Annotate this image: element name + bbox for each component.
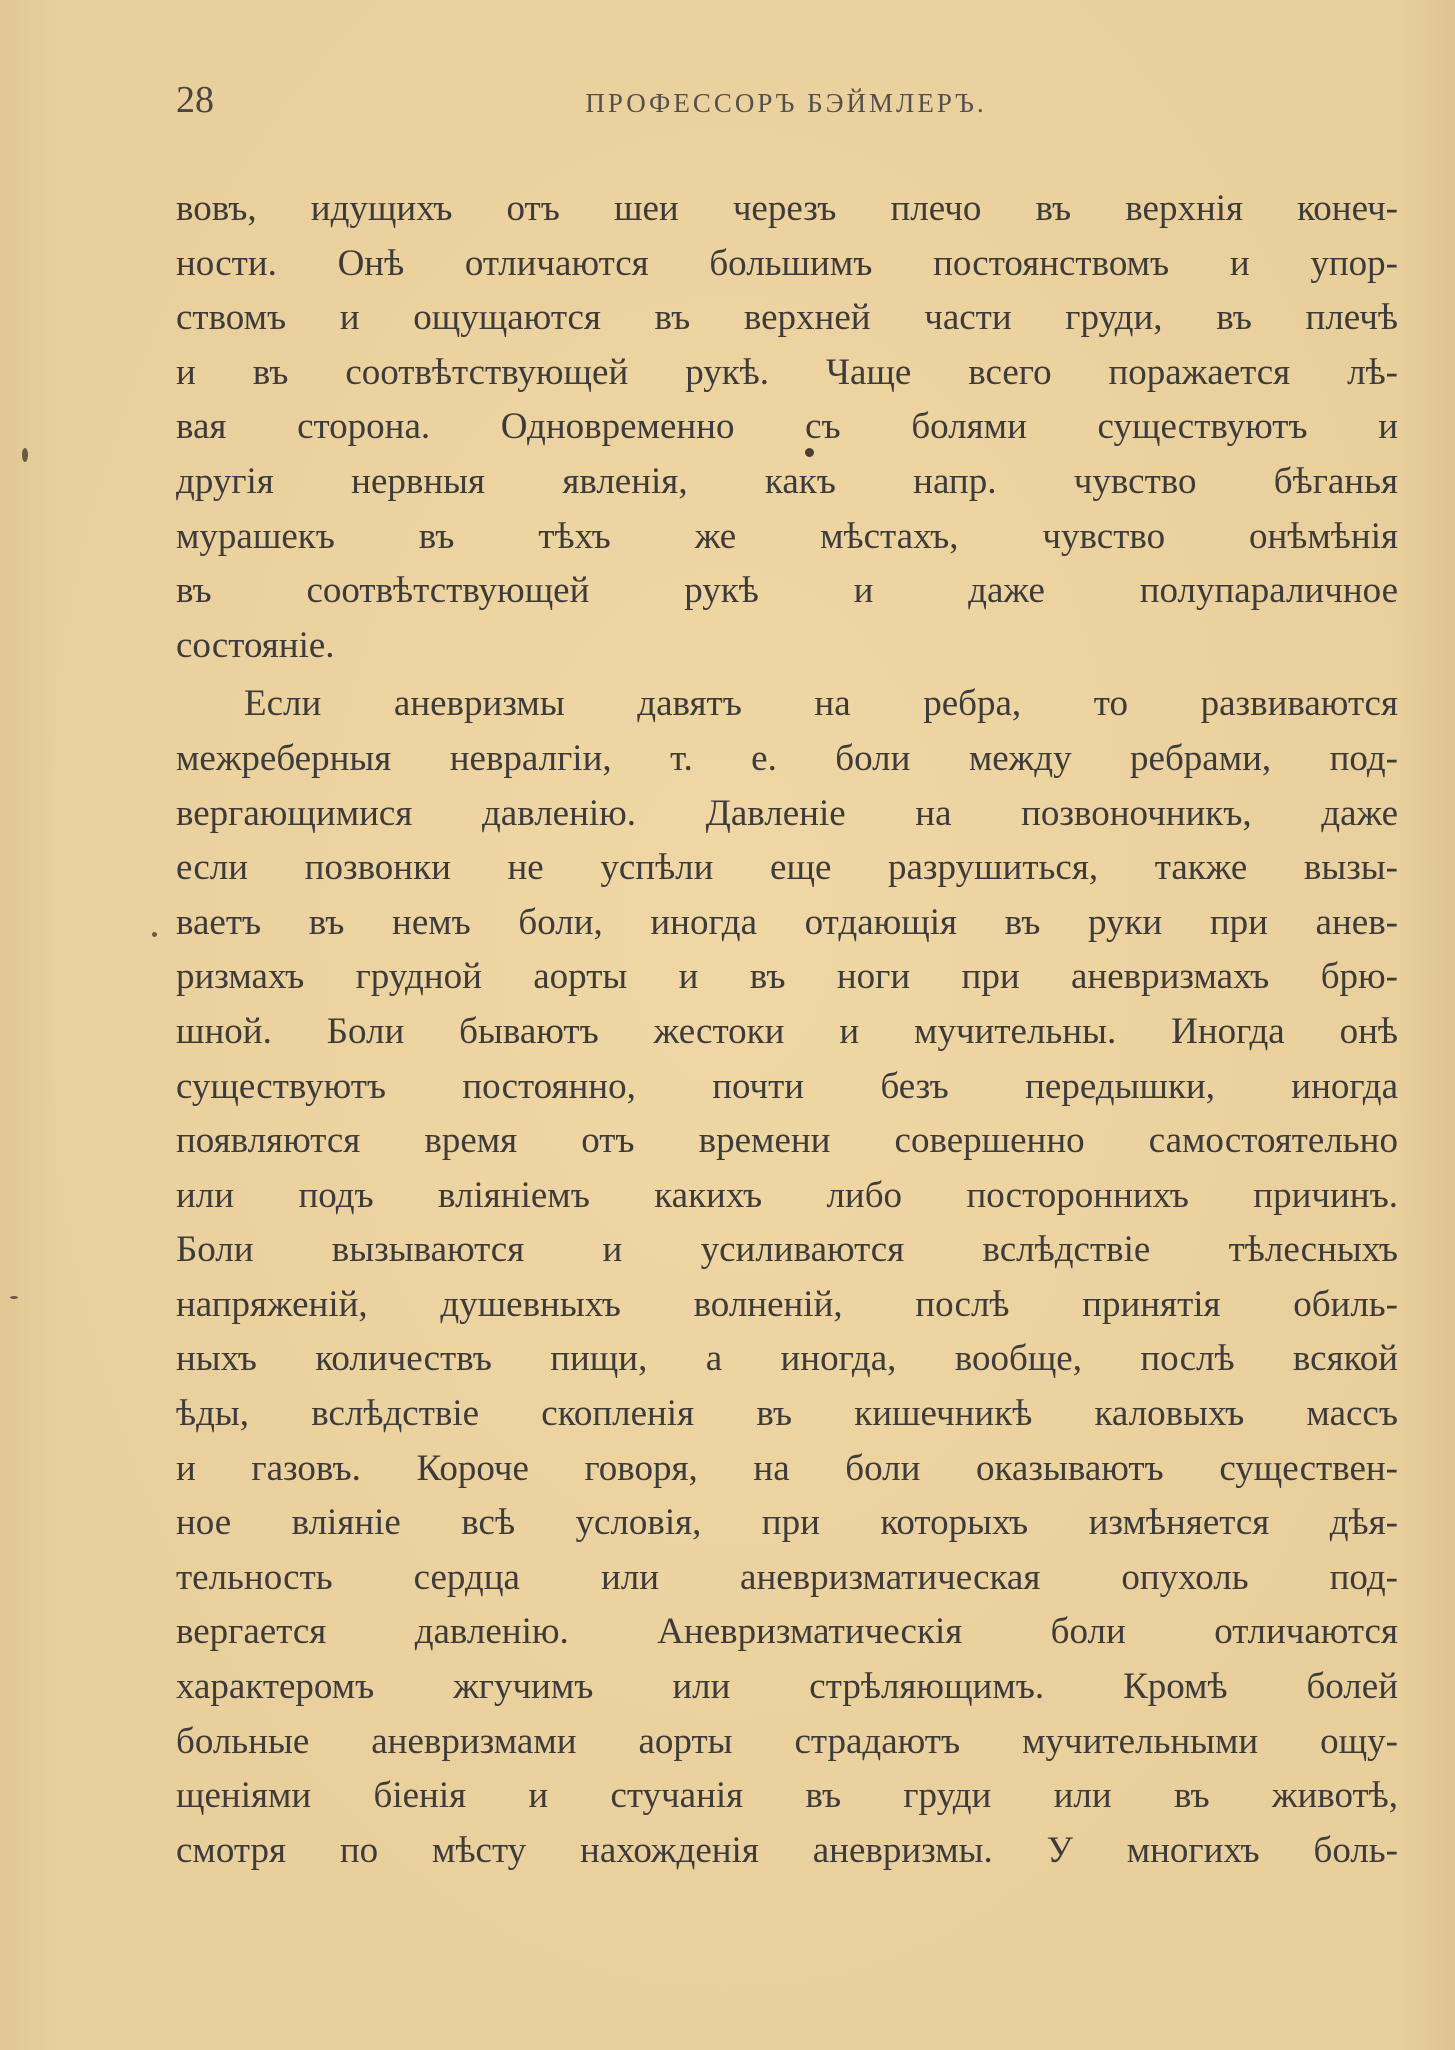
text-line: и газовъ. Короче говоря, на боли оказываютъ существен- — [176, 1447, 1398, 1489]
text-line: вая сторона. Одновременно съ болями существуютъ и — [176, 406, 1398, 448]
text-line: ѣды, вслѣдствіе скопленія въ кишечникѣ каловыхъ массъ — [176, 1393, 1398, 1435]
text-line: шной. Боли бываютъ жестоки и мучительны. Иногда онѣ — [176, 1010, 1398, 1052]
running-head — [176, 78, 1396, 128]
paper-speck — [152, 932, 157, 937]
text-line: вовъ, идущихъ отъ шеи черезъ плечо въ верхнія конеч- — [176, 188, 1398, 229]
text-line: вергается давленію. Аневризматическія боли отличаются — [176, 1611, 1398, 1653]
text-line: Если аневризмы давятъ на ребра, то развиваются — [244, 683, 1398, 725]
text-line: если позвонки не успѣли еще разрушиться, также вызы- — [176, 847, 1398, 889]
text-line: характеромъ жгучимъ или стрѣляющимъ. Кромѣ болей — [176, 1666, 1398, 1708]
text-line: мурашекъ въ тѣхъ же мѣстахъ, чувство онѣмѣнія — [176, 515, 1398, 557]
text-line: Боли вызываются и усиливаются вслѣдствіе тѣлесныхъ — [176, 1229, 1398, 1271]
text-line: больные аневризмами аорты страдаютъ мучительными ощу- — [176, 1720, 1398, 1762]
text-line: или подъ вліяніемъ какихъ либо постороннихъ причинъ. — [176, 1174, 1398, 1216]
text-line: межреберныя невралгіи, т. е. боли между ребрами, под- — [176, 737, 1398, 779]
text-line: появляются время отъ времени совершенно самостоятельно — [176, 1120, 1398, 1162]
text-line: напряженій, душевныхъ волненій, послѣ принятія обиль- — [176, 1283, 1398, 1325]
paper-speck — [10, 1296, 18, 1299]
text-line: ности. Онѣ отличаются большимъ постоянствомъ и упор- — [176, 242, 1398, 284]
text-line: ствомъ и ощущаются въ верхней части груди, въ плечѣ — [176, 297, 1398, 339]
text-line: въ соотвѣтствующей рукѣ и даже полупараличное — [176, 570, 1398, 612]
text-line: ваетъ въ немъ боли, иногда отдающія въ руки при анев- — [176, 901, 1398, 943]
text-line: щеніями біенія и стучанія въ груди или въ животѣ, — [176, 1775, 1398, 1817]
running-title: ПРОФЕССОРЪ БЭЙМЛЕРЪ. — [585, 88, 987, 118]
paragraph-2 — [176, 677, 1398, 1878]
text-line: состояніе. — [176, 624, 335, 666]
page-number: 28 — [176, 79, 214, 121]
text-line: смотря по мѣсту нахожденія аневризмы. У многихъ боль- — [176, 1829, 1398, 1871]
paper-speck — [22, 448, 28, 462]
paragraph-1 — [176, 182, 1398, 673]
text-line: другія нервныя явленія, какъ напр. чувство бѣганья — [176, 460, 1398, 502]
text-line: существуютъ постоянно, почти безъ передышки, иногда — [176, 1065, 1398, 1107]
paper-speck — [805, 448, 814, 457]
body-text — [176, 182, 1398, 1878]
text-line: ныхъ количествъ пищи, а иногда, вообще, послѣ всякой — [176, 1338, 1398, 1380]
text-line: ное вліяніе всѣ условія, при которыхъ измѣняется дѣя- — [176, 1502, 1398, 1544]
text-line: ризмахъ грудной аорты и въ ноги при аневризмахъ брю- — [176, 956, 1398, 998]
text-line: и въ соотвѣтствующей рукѣ. Чаще всего поражается лѣ- — [176, 351, 1398, 393]
text-line: вергающимися давленію. Давленіе на позвоночникъ, даже — [176, 792, 1398, 834]
text-line: тельность сердца или аневризматическая опухоль под- — [176, 1556, 1398, 1598]
